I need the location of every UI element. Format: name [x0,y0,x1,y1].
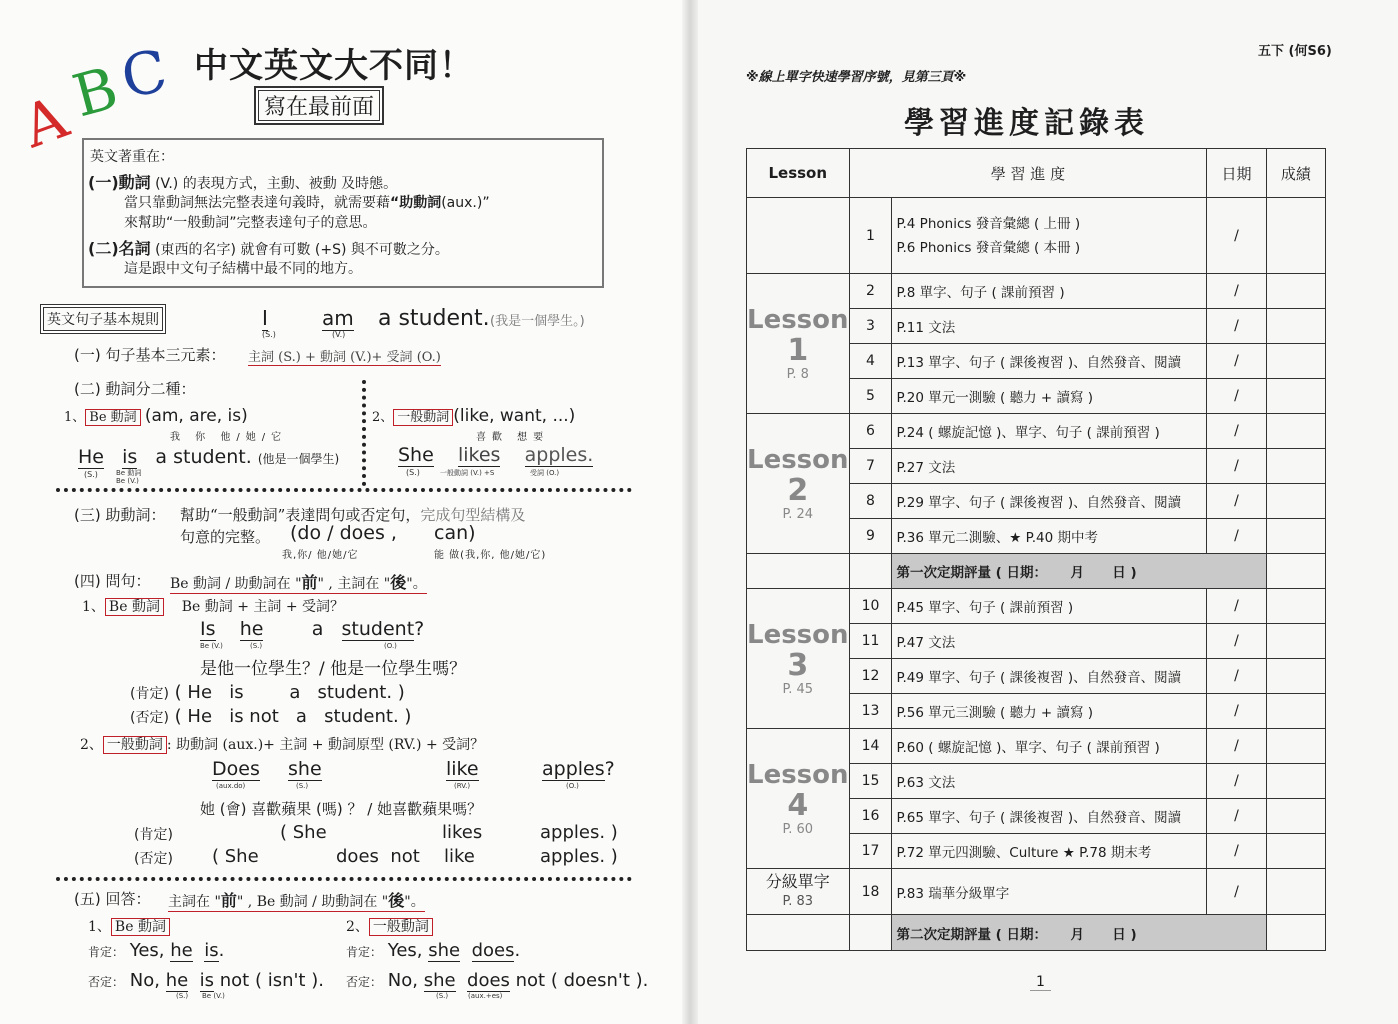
row-task: P.11 文法 [892,309,1207,344]
example1-rest: a student. [378,306,490,331]
a2-neg-does: does [467,970,510,991]
section4-body-b: " , 主詞在 " [317,576,391,592]
extra-group-page: P. 83 [782,893,814,909]
example1-verb: am [322,306,354,330]
extra-group [747,869,850,915]
example1-am [322,306,354,339]
row-date: / [1207,274,1266,309]
row-num: 8 [849,484,892,519]
row-score-input[interactable] [1266,274,1325,309]
a1-tag-v: Be (V.) [202,992,225,1000]
abc-letter-a: A [13,82,77,162]
section1-body: 主詞 (S.) + 動詞 (V.)+ 受詞 (O.) [248,346,441,366]
q1-he-tag: (S.) [250,642,263,650]
intro-item1-label: (一)動詞 [88,173,151,192]
gen-she-tag: (S.) [406,468,420,477]
q1-is-tag: Be (V.) [200,642,223,650]
intro-item1-line3: 來幫助“一般動詞”完整表達句子的意思。 [124,215,377,231]
q1-negative [130,706,411,727]
a1-header [88,916,170,936]
review-2-label: 第二次定期評量 ( 日期： 月 日 ) [892,915,1266,951]
q2-apples-word: apples [542,758,605,780]
q2-pos-a: ( She [280,822,327,843]
row-task: P.60 ( 螺旋記憶 )、單字、句子 ( 課前預習 ) [892,729,1207,764]
be-example-is-tag2: Be (V.) [116,477,139,485]
section3-line2: 句意的完整。 [180,528,271,546]
row-score-input[interactable] [1266,869,1325,915]
row-num: 13 [849,694,892,729]
q2-formula: : 助動詞 (aux.)+ 主詞 + 動詞原型 (RV.) + 受詞？ [166,737,485,753]
lesson-cell-empty [747,915,850,951]
row-score-input[interactable] [1266,449,1325,484]
q2-num: 2、 [80,737,103,753]
lesson-number: 4 [787,788,809,823]
section3-gloss2: 能 做(我,你, 他/她/它) [434,550,547,561]
q1-cn: 是他一位學生？/ 他是一位學生嗎？ [200,659,467,679]
row-date: / [1207,624,1266,659]
q2-apples [542,758,615,780]
q2-pos-label: (肯定) [134,827,173,843]
q2-she: she [288,758,322,780]
intro-heading: 英文著重在： [90,149,174,165]
gen-example-she: She [398,444,434,466]
q2-does: Does [212,758,260,780]
row-date: / [1207,659,1266,694]
progress-title: 學習進度記錄表 [904,106,1149,141]
section5-body [168,888,425,912]
table-row [747,414,1326,449]
page-corner-label: 五下 (何S6) [1258,44,1332,59]
be-num: 1、 [64,410,86,425]
abc-letter-b: B [65,53,125,131]
general-forms: (like, want, ...) [453,406,576,426]
row-score-input[interactable] [1266,198,1325,274]
review-2-score[interactable] [1266,915,1325,951]
intro-aux-term: “助動詞 [390,195,442,211]
header-date: 日期 [1207,149,1266,198]
row-date: / [1207,414,1266,449]
q2-like: like [446,758,479,780]
row-task: P.24 ( 螺旋記憶 )、單字、句子 ( 課前預習 ) [892,414,1207,449]
a2-pos-does: does [471,940,515,961]
section4-label: (四) 問句： [74,572,151,590]
q1-formula: Be 動詞 + 主詞 + 受詞？ [181,599,345,615]
review-row-1 [747,554,1326,589]
lesson-group-1 [747,274,850,414]
a1-box: Be 動詞 [111,918,170,936]
row-num: 2 [849,274,892,309]
q2-neg-c: like [444,846,475,867]
lesson-cell-empty [747,198,850,274]
header-score: 成績 [1266,149,1325,198]
section3-label: (三) 助動詞： [74,506,166,524]
row-task: P.20 單元一測驗 ( 聽力 + 讀寫 ) [892,379,1207,414]
gen-example-likes: likes [457,444,501,466]
a2-pos: Yes, [387,940,423,961]
be-gloss: 我 你 他/她/它 [170,432,288,443]
a1-pos-label: 肯定： [88,945,125,959]
intro-item2-line2: 這是跟中文句子結構中最不同的地方。 [124,261,362,277]
a2-header [346,916,433,936]
row-task: P.45 單字、句子 ( 課前預習 ) [892,589,1207,624]
gen-num: 2、 [372,410,394,425]
row-task-line1: P.4 Phonics 發音彙總 ( 上冊 ) [896,215,1081,232]
q2-pos-b: likes [442,822,483,843]
row-task: P.83 瑞華分級單字 [892,869,1207,915]
gen-likes-tag: 一般動詞 (V.) +S [440,469,495,477]
row-task: P.27 文法 [892,449,1207,484]
section5-back: 後 [388,891,405,910]
q2-neg-d: apples. ) [540,846,618,867]
example1-subject: I [262,306,268,330]
lesson-page: P. 45 [782,682,814,697]
a1-neg-label: 否定： [88,975,125,989]
section5-label: (五) 回答： [74,890,151,908]
lesson-cell-empty [747,554,850,589]
general-verb-item [372,406,575,426]
section4-body-c: "。 [406,576,427,592]
q2-neg-label: (否定) [134,851,173,867]
row-score-input[interactable] [1266,624,1325,659]
row-date: / [1207,729,1266,764]
section1-label: (一) 句子基本三元素： [74,346,226,364]
row-task: P.8 單字、句子 ( 課前預習 ) [892,274,1207,309]
lesson-number: 1 [787,333,809,368]
table-header-row [747,149,1326,198]
online-notice: ※線上單字快速學習序號，見第三頁※ [746,70,967,85]
lesson-name: Lesson [747,620,849,650]
row-score-input[interactable] [1266,799,1325,834]
general-example [398,444,593,466]
table-row [747,869,1326,915]
q2-does-tag: (aux.do) [216,782,246,790]
a1-num: 1、 [88,919,111,935]
a1-pos: Yes, [129,940,165,961]
example1-gloss: (我是一個學生。) [490,314,585,329]
example1-verb-tag: (V.) [332,330,346,339]
row-num: 12 [849,659,892,694]
be-verb-box: Be 動詞 [85,409,140,426]
review-1-score[interactable] [1266,554,1325,589]
q2-like-tag: (RV.) [454,782,471,790]
a2-tag-s: (S.) [436,992,449,1000]
row-date: / [1207,799,1266,834]
q1-he: he [239,618,264,640]
row-num: 3 [849,309,892,344]
a1-neg-he: he [165,970,189,991]
be-verb-item [64,406,248,426]
row-date: / [1207,764,1266,799]
lesson-name: Lesson [747,445,849,475]
q1-a: a [311,618,324,640]
row-score-input[interactable] [1266,344,1325,379]
section5-body-a: 主詞在 " [168,894,221,910]
book-gutter [682,0,698,1024]
be-example-rest: a student. [155,446,252,468]
row-task [892,198,1207,274]
row-date: / [1207,198,1266,274]
table-row [747,198,1326,274]
intro-item1 [88,170,397,193]
q2-qm: ? [604,758,615,780]
section5-body-c: "。 [404,894,425,910]
q2-she-tag: (S.) [296,782,309,790]
section4-front: 前 [301,573,318,592]
a2-num: 2、 [346,919,369,935]
page-title: 中文英文大不同！ [194,46,474,86]
q1-student-tag: (O.) [384,642,397,650]
row-date: / [1207,379,1266,414]
intro-item1-line2 [124,192,490,212]
row-num-empty [849,554,892,589]
gen-example-apples: apples. [524,444,594,466]
q1-pos: ( He is a student. ) [174,682,405,703]
row-date: / [1207,694,1266,729]
row-date: / [1207,344,1266,379]
intro-item2-line1: (東西的名字) 就會有可數 (+S) 與不可數之分。 [155,242,449,258]
row-num: 1 [849,198,892,274]
be-example-is-tag: Be 動詞 [116,469,142,477]
q2-neg-b: does not [336,846,420,867]
q1-neg-label: (否定) [130,710,169,726]
lesson-name: Lesson [747,760,849,790]
row-num: 14 [849,729,892,764]
q1-neg: ( He is not a student. ) [174,706,412,727]
row-score-input[interactable] [1266,414,1325,449]
a2-box: 一般動詞 [369,918,433,936]
row-num: 10 [849,589,892,624]
be-example-is: is [122,446,138,468]
q1-header [82,596,344,616]
lesson-group-4 [747,729,850,869]
section3-do: (do / does , [290,522,397,544]
example1-i [262,306,276,339]
row-num: 6 [849,414,892,449]
a2-positive: 肯定： Yes, she does. [346,940,521,961]
row-date: / [1207,869,1266,915]
q1-is: Is [200,618,216,640]
lesson-group-2 [747,414,850,554]
be-forms: (am, are, is) [144,406,248,426]
a2-pos-label: 肯定： [346,945,383,959]
table-row [747,274,1326,309]
q1-num: 1、 [82,599,105,615]
row-score-input[interactable] [1266,484,1325,519]
be-example-he-tag: (S.) [84,470,98,479]
row-task: P.65 單字、句子 ( 課後複習 )、自然發音、閱讀 [892,799,1207,834]
section4-body-a: Be 動詞 / 助動詞在 " [170,576,302,592]
general-gloss: 喜歡 想要 [476,432,550,443]
a2-pos-she: she [428,940,461,961]
row-score-input[interactable] [1266,764,1325,799]
row-task: P.63 文法 [892,764,1207,799]
q2-apples-tag: (O.) [566,782,579,790]
intro-item1-line2-text: 當只靠動詞無法完整表達句義時，就需要藉 [124,195,390,211]
a1-neg-rest: not ( isn't ). [219,970,324,991]
lesson-page: P. 8 [786,367,809,382]
row-task: P.56 單元三測驗 ( 聽力 + 讀寫 ) [892,694,1207,729]
row-date: / [1207,519,1266,554]
page-number: 1 [1030,974,1051,991]
row-date: / [1207,309,1266,344]
q1-qm: ? [414,618,425,640]
intro-aux-abbr: (aux.)” [441,195,490,211]
q2-neg-a: ( She [212,846,259,867]
a1-pos-is: is [204,940,219,961]
section3-can: can) [434,522,476,544]
a1-negative [88,970,324,991]
row-task: P.47 文法 [892,624,1207,659]
q1-positive [130,682,405,703]
be-example [78,446,339,468]
a1-tag-s: (S.) [176,992,189,1000]
row-score-input[interactable] [1266,659,1325,694]
lesson-page: P. 60 [782,822,814,837]
abc-letter-c: C [116,36,172,112]
row-task: P.49 單字、句子 ( 課後複習 )、自然發音、閱讀 [892,659,1207,694]
row-num: 18 [849,869,892,915]
a1-pos-he: he [170,940,193,961]
example1-subject-tag: (S.) [262,330,276,339]
q2-pos-c: apples. ) [540,822,618,843]
q1-student: student [341,618,415,640]
row-num: 16 [849,799,892,834]
section2-divider [362,380,366,486]
row-date: / [1207,834,1266,869]
intro-item2 [88,236,449,259]
q2-header [80,734,484,754]
row-num: 9 [849,519,892,554]
lesson-page: P. 24 [782,507,814,522]
row-num: 7 [849,449,892,484]
extra-group-name: 分級單字 [765,871,830,891]
section3-gloss1: 我,你/ 他/她/它 [282,550,359,561]
row-score-input[interactable] [1266,379,1325,414]
section5-front: 前 [220,891,237,910]
row-score-input[interactable] [1266,589,1325,624]
section4-back: 後 [390,573,407,592]
row-num-empty [849,915,892,951]
q1-pos-label: (肯定) [130,686,169,702]
q2-cn: 她 (會) 喜歡蘋果 (嗎) ？ / 她喜歡蘋果嗎？ [200,800,483,818]
row-task-line2: P.6 Phonics 發音彙總 ( 本冊 ) [896,239,1081,256]
table-row [747,589,1326,624]
review-row-2 [747,915,1326,951]
row-num: 4 [849,344,892,379]
row-task: P.72 單元四測驗、Culture ★ P.78 期末考 [892,834,1207,869]
a2-neg-she: she [423,970,456,991]
row-num: 11 [849,624,892,659]
section3-line1-text: 幫助“一般動詞”表達問句或否定句， [180,506,421,524]
intro-item1-line1: (V.) 的表現方式，主動、被動 及時態。 [155,176,398,192]
row-date: / [1207,449,1266,484]
a2-negative [346,970,648,991]
divider-dots-1 [56,488,632,492]
lesson-number: 2 [787,473,809,508]
a1-positive: 肯定： Yes, he is. [88,940,225,961]
progress-table [746,148,1326,951]
lesson-group-3 [747,589,850,729]
row-num: 5 [849,379,892,414]
section3-line1-gray: 完成句型結構及 [420,506,526,524]
row-score-input[interactable] [1266,694,1325,729]
row-date: / [1207,484,1266,519]
row-score-input[interactable] [1266,519,1325,554]
row-task: P.36 單元二測驗、★ P.40 期中考 [892,519,1207,554]
q2-box: 一般動詞 [103,736,167,754]
section2-label: (二) 動詞分二種： [74,380,196,398]
row-score-input[interactable] [1266,834,1325,869]
review-1-label: 第一次定期評量 ( 日期： 月 日 ) [892,554,1266,589]
be-example-cn: (他是一個學生) [257,452,340,466]
header-lesson: Lesson [747,149,850,198]
row-task: P.29 單字、句子 ( 課後複習 )、自然發音、閱讀 [892,484,1207,519]
a1-neg-is: is [199,970,215,991]
a2-neg-rest: not ( doesn't ). [515,970,649,991]
row-num: 15 [849,764,892,799]
header-progress: 學 習 進 度 [849,149,1207,198]
divider-dots-2 [56,877,632,881]
table-row [747,729,1326,764]
intro-item2-label: (二)名詞 [88,239,151,258]
q1-example [200,618,424,640]
be-example-he: He [78,446,104,468]
a2-neg-label: 否定： [346,975,383,989]
q1-box: Be 動詞 [105,598,164,616]
a2-neg: No, [387,970,418,991]
basic-rule-box: 英文句子基本規則 [40,304,166,334]
page-subtitle: 寫在最前面 [254,86,384,125]
section4-body [170,570,427,594]
row-task: P.13 單字、句子 ( 課後複習 )、自然發音、閱讀 [892,344,1207,379]
a2-tag-aux: (aux.+es) [468,992,503,1000]
general-verb-box: 一般動詞 [393,409,453,426]
a1-neg: No, [129,970,160,991]
lesson-name: Lesson [747,305,849,335]
lesson-number: 3 [787,648,809,683]
row-date: / [1207,589,1266,624]
row-score-input[interactable] [1266,729,1325,764]
section5-body-b: " , Be 動詞 / 助動詞在 " [236,894,389,910]
row-score-input[interactable] [1266,309,1325,344]
gen-apples-tag: 受詞 (O.) [530,469,560,477]
row-num: 17 [849,834,892,869]
